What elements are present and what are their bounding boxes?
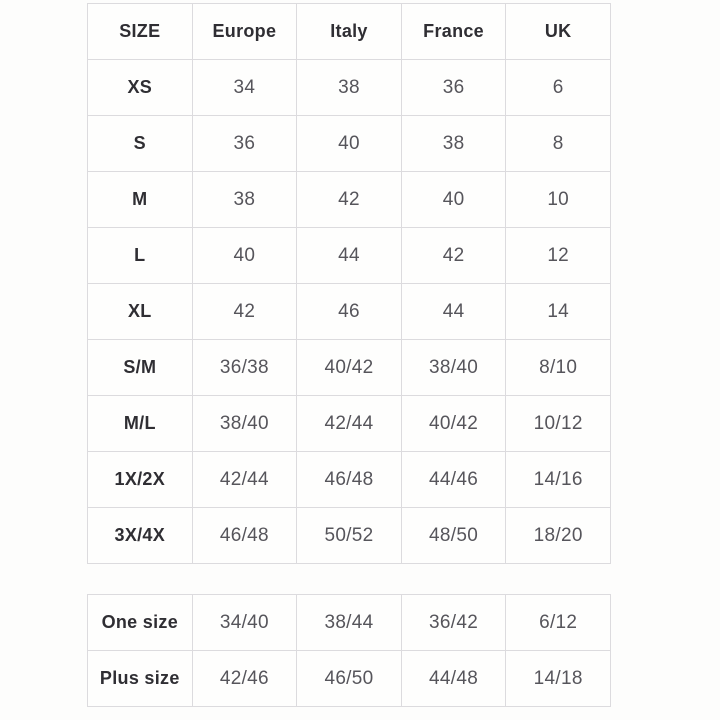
size-value-cell: 36 [401, 60, 506, 116]
size-table-body [88, 60, 611, 564]
size-value-cell: 44/48 [401, 651, 506, 707]
size-value-cell: 44 [401, 284, 506, 340]
size-value-cell: 40 [297, 116, 402, 172]
size-table-header [88, 4, 611, 60]
size-value-cell: 42/46 [192, 651, 297, 707]
size-value-cell: 12 [506, 228, 611, 284]
size-label-cell: 1X/2X [88, 452, 193, 508]
size-value-cell: 42 [297, 172, 402, 228]
size-value-cell: 6 [506, 60, 611, 116]
size-value-cell: 40/42 [401, 396, 506, 452]
size-value-cell: 38/44 [297, 595, 402, 651]
size-value-cell: 40 [401, 172, 506, 228]
header-row [88, 4, 611, 60]
size-value-cell: 10/12 [506, 396, 611, 452]
column-header: UK [506, 4, 611, 60]
size-value-cell: 38 [297, 60, 402, 116]
size-value-cell: 14 [506, 284, 611, 340]
size-value-cell: 38 [401, 116, 506, 172]
size-value-cell: 36/38 [192, 340, 297, 396]
size-value-cell: 14/16 [506, 452, 611, 508]
column-header: France [401, 4, 506, 60]
column-header: Europe [192, 4, 297, 60]
size-value-cell: 46/48 [192, 508, 297, 564]
size-value-cell: 34/40 [192, 595, 297, 651]
size-label-cell: Plus size [88, 651, 193, 707]
size-value-cell: 40/42 [297, 340, 402, 396]
table-row [88, 60, 611, 116]
size-label-cell: M/L [88, 396, 193, 452]
size-value-cell: 48/50 [401, 508, 506, 564]
size-label-cell: XS [88, 60, 193, 116]
size-label-cell: XL [88, 284, 193, 340]
size-value-cell: 42 [192, 284, 297, 340]
table-row [88, 452, 611, 508]
table-row [88, 508, 611, 564]
size-value-cell: 44 [297, 228, 402, 284]
table-row [88, 340, 611, 396]
column-header: Italy [297, 4, 402, 60]
table-row [88, 651, 611, 707]
table-row [88, 595, 611, 651]
size-label-cell: L [88, 228, 193, 284]
size-value-cell: 46 [297, 284, 402, 340]
size-value-cell: 14/18 [506, 651, 611, 707]
size-value-cell: 46/50 [297, 651, 402, 707]
table-row [88, 116, 611, 172]
special-sizes-body [88, 595, 611, 707]
size-value-cell: 38 [192, 172, 297, 228]
size-value-cell: 42/44 [297, 396, 402, 452]
size-value-cell: 34 [192, 60, 297, 116]
size-value-cell: 50/52 [297, 508, 402, 564]
size-label-cell: S/M [88, 340, 193, 396]
table-row [88, 228, 611, 284]
table-row [88, 172, 611, 228]
size-value-cell: 44/46 [401, 452, 506, 508]
size-value-cell: 38/40 [401, 340, 506, 396]
special-sizes-table [87, 594, 611, 707]
size-value-cell: 36/42 [401, 595, 506, 651]
size-value-cell: 42 [401, 228, 506, 284]
size-conversion-table [87, 3, 611, 564]
size-value-cell: 40 [192, 228, 297, 284]
size-label-cell: 3X/4X [88, 508, 193, 564]
size-value-cell: 8/10 [506, 340, 611, 396]
size-label-cell: One size [88, 595, 193, 651]
size-charts-container [87, 3, 611, 707]
size-value-cell: 38/40 [192, 396, 297, 452]
size-value-cell: 42/44 [192, 452, 297, 508]
table-row [88, 396, 611, 452]
size-label-cell: S [88, 116, 193, 172]
size-label-cell: M [88, 172, 193, 228]
size-value-cell: 36 [192, 116, 297, 172]
column-header: SIZE [88, 4, 193, 60]
size-value-cell: 6/12 [506, 595, 611, 651]
size-value-cell: 10 [506, 172, 611, 228]
size-value-cell: 46/48 [297, 452, 402, 508]
size-value-cell: 18/20 [506, 508, 611, 564]
table-row [88, 284, 611, 340]
size-value-cell: 8 [506, 116, 611, 172]
